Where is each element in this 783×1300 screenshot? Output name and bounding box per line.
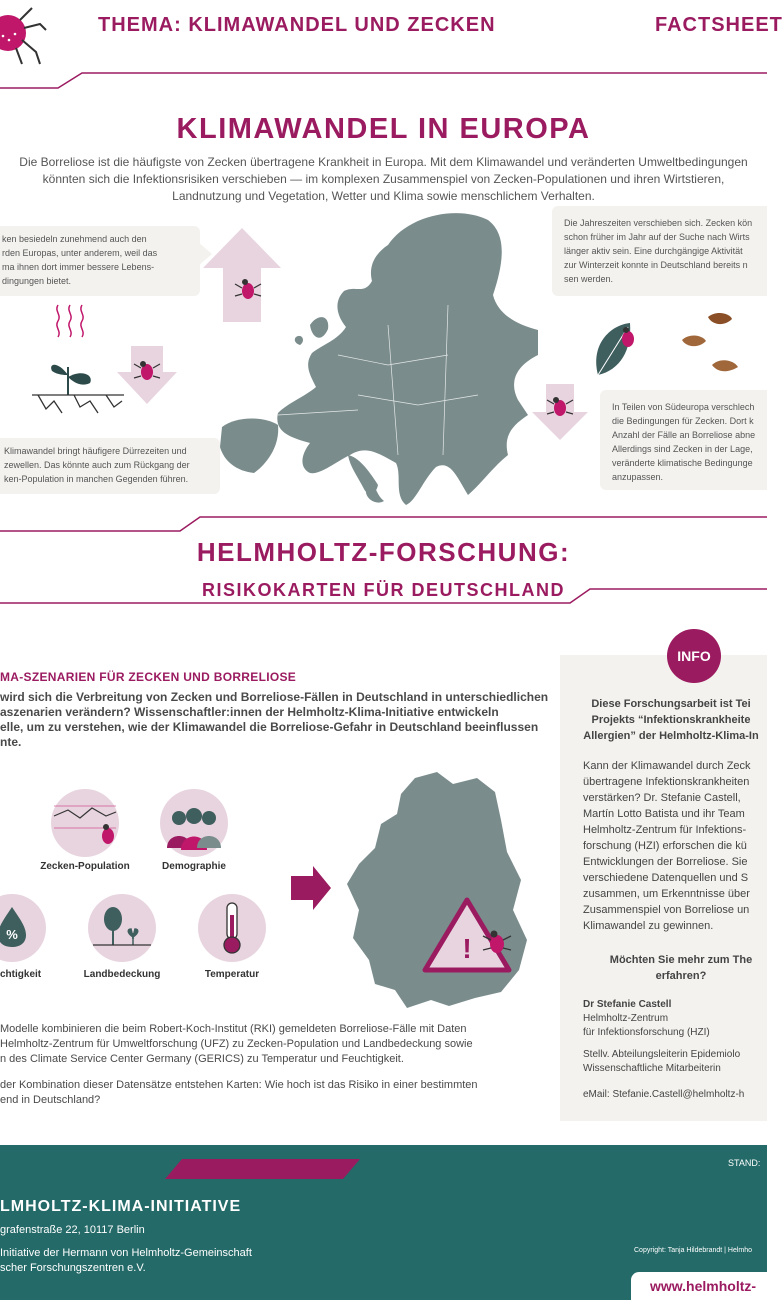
box-line: Allerdings sind Zecken in der Lage, xyxy=(612,444,753,454)
icon-label: chtigkeit xyxy=(0,969,42,980)
factsheet-label: FACTSHEET xyxy=(655,14,783,36)
info-line: zusammen, um Erkenntnisse über xyxy=(583,888,750,900)
info-box-seasons xyxy=(552,206,767,296)
box-line: anzupassen. xyxy=(612,472,664,482)
info-line: Entwicklungen der Borreliose. Sie xyxy=(583,856,748,868)
icon-label: Landbedeckung xyxy=(83,969,161,980)
germany-map xyxy=(345,770,535,1015)
box-line: sen werden. xyxy=(564,274,614,284)
footer-initiative xyxy=(0,1246,252,1276)
info-project-line: Allergien” der Helmholtz-Klima-In xyxy=(583,730,759,742)
arrow-right-icon xyxy=(291,866,331,910)
box-line: ken-Population in manchen Gegenden führen. xyxy=(4,474,189,484)
arrow-down-icon xyxy=(532,384,588,442)
box-line: rden Europas, unter anderem, weil das xyxy=(2,248,158,258)
box-line: schon früher im Jahr auf der Suche nach Wirts xyxy=(564,232,750,242)
footer-org: LMHOLTZ-KLIMA-INITIATIVE xyxy=(0,1198,242,1215)
contact-org-line: Helmholtz-Zentrum xyxy=(583,1013,669,1024)
box-line: dingungen bietet. xyxy=(2,276,72,286)
scenario-line: aszenarien verändern? Wissenschaftler:innen der Helmholtz-Klima-Initiative entwickeln xyxy=(0,705,499,719)
box-line: In Teilen von Südeuropa verschlech xyxy=(612,402,755,412)
info-line: Kann der Klimawandel durch Zeck xyxy=(583,760,751,772)
models-line: n des Climate Service Center Germany (GERICS) zu Temperatur und Feuchtigkeit. xyxy=(0,1053,404,1065)
contact-name: Dr Stefanie Castell xyxy=(583,999,672,1010)
info-box-south xyxy=(600,390,767,490)
intro-line: könnten sich die Infektionsrisiken verschieben — im komplexen Zusammenspiel von Zecken-Populationen und ihren Wirtstieren, xyxy=(42,172,725,186)
footer-copyright: Copyright: Tanja Hildebrandt | Helmho xyxy=(634,1247,753,1254)
result-line: end in Deutschland? xyxy=(0,1094,101,1106)
info-project xyxy=(575,696,767,744)
box-line: ken besiedeln zunehmend auch den xyxy=(2,234,147,244)
section-heading-europe: KLIMAWANDEL IN EUROPA xyxy=(176,113,591,145)
icon-label: Temperatur xyxy=(204,969,260,980)
contact-org-line: für Infektionsforschung (HZI) xyxy=(583,1027,710,1038)
footer-url[interactable]: www.helmholtz- xyxy=(650,1278,757,1294)
info-line: Klimawandel zu gewinnen. xyxy=(583,920,714,932)
box-line: Klimawandel bringt häufigere Dürrezeiten und xyxy=(4,446,187,456)
intro-text xyxy=(0,154,767,205)
drought-icon xyxy=(28,305,128,420)
humidity-icon xyxy=(0,893,48,963)
demography-icon xyxy=(159,788,229,858)
box-line: zur Winterzeit konnte in Deutschland bereits n xyxy=(564,260,748,270)
box-line: zewellen. Das könnte auch zum Rückgang der xyxy=(4,460,190,470)
header-divider xyxy=(0,55,767,95)
info-box-north xyxy=(0,226,200,296)
box-line: ma ihnen dort immer bessere Lebens- xyxy=(2,262,155,272)
models-text xyxy=(0,1022,473,1067)
stand-label: STAND: xyxy=(728,1158,761,1168)
intro-line: Landnutzung und Vegetation, Wetter und Klima sowie menschlichem Verhalten. xyxy=(172,189,595,203)
contact-role-line: Wissenschaftliche Mitarbeiterin xyxy=(583,1063,721,1074)
info-body xyxy=(583,758,751,934)
info-question xyxy=(595,952,767,984)
info-box-drought xyxy=(0,438,220,494)
section-heading-helmholtz: HELMHOLTZ-FORSCHUNG: xyxy=(196,537,571,567)
info-line: forschung (HZI) erforschen die kü xyxy=(583,840,747,852)
landcover-icon xyxy=(87,893,157,963)
footer-initiative-line: Initiative der Hermann von Helmholtz-Gemeinschaft xyxy=(0,1247,252,1259)
scenario-line: elle, um zu verstehen, wie der Klimawandel die Borreliose-Gefahr in Deutschland beeinflussen xyxy=(0,720,539,734)
box-line: länger aktiv sein. Eine durchgängige Aktivität xyxy=(564,246,743,256)
info-line: verschiedene Datenquellen und S xyxy=(583,872,749,884)
models-line: Modelle kombinieren die beim Robert-Koch-Institut (RKI) gemeldeten Borreliose-Fälle mit Daten xyxy=(0,1023,467,1035)
scenario-title: MA-SZENARIEN FÜR ZECKEN UND BORRELIOSE xyxy=(0,670,297,684)
footer-address: grafenstraße 22, 10117 Berlin xyxy=(0,1224,145,1236)
arrow-down-icon xyxy=(117,346,177,406)
scenario-text xyxy=(0,690,548,750)
box-line: veränderte klimatische Bedingunge xyxy=(612,458,753,468)
contact-role-line: Stellv. Abteilungsleiterin Epidemiolo xyxy=(583,1049,741,1060)
europe-map xyxy=(218,205,548,510)
result-line: der Kombination dieser Datensätze entstehen Karten: Wie hoch ist das Risiko in einer bestimmten xyxy=(0,1079,478,1091)
info-line: Helmholtz-Zentrum für Infektions- xyxy=(583,824,747,836)
info-line: Zusammenspiel von Borreliose un xyxy=(583,904,750,916)
box-line: Anzahl der Fälle an Borreliose abne xyxy=(612,430,756,440)
section-subheading: RISIKOKARTEN FÜR DEUTSCHLAND xyxy=(202,580,565,600)
info-project-line: Projekts “Infektionskrankheite xyxy=(591,714,751,726)
tick-population-icon xyxy=(50,788,120,858)
info-question-line: Möchten Sie mehr zum The xyxy=(609,954,753,966)
scenario-line: nte. xyxy=(0,735,22,749)
footer-initiative-line: scher Forschungszentren e.V. xyxy=(0,1262,146,1274)
contact-email[interactable]: eMail: Stefanie.Castell@helmholtz-h xyxy=(583,1089,745,1100)
warning-symbol: ! xyxy=(462,933,472,964)
info-project-line: Diese Forschungsarbeit ist Tei xyxy=(591,698,751,710)
icon-label: Zecken-Population xyxy=(40,861,130,872)
info-line: übertragene Infektionskrankheiten xyxy=(583,776,750,788)
footer-stripe xyxy=(0,1145,767,1185)
result-text xyxy=(0,1078,478,1108)
humidity-symbol: % xyxy=(6,927,18,942)
intro-line: Die Borreliose ist die häufigste von Zecken übertragene Krankheit in Europa. Mit dem Klimawandel und veränderten Umweltbedingungen xyxy=(19,155,748,169)
info-question-line: erfahren? xyxy=(655,970,707,982)
box-line: die Bedingungen für Zecken. Dort k xyxy=(612,416,754,426)
info-line: verstärken? Dr. Stefanie Castell, xyxy=(583,792,741,804)
icon-label: Demographie xyxy=(162,861,226,872)
thermometer-icon xyxy=(197,893,267,963)
leaves-icon xyxy=(590,305,760,385)
models-line: Helmholtz-Zentrum für Umweltforschung (UFZ) zu Zecken-Population und Landbedeckung sowie xyxy=(0,1038,473,1050)
contact-org xyxy=(583,1012,710,1040)
info-line: Martín Lotto Batista und ihr Team xyxy=(583,808,745,820)
contact-role xyxy=(583,1048,740,1076)
info-badge: INFO xyxy=(667,629,721,683)
scenario-line: wird sich die Verbreitung von Zecken und Borreliose-Fällen in Deutschland in unterschiedlichen xyxy=(0,690,549,704)
box-line: Die Jahreszeiten verschieben sich. Zecken kön xyxy=(564,218,753,228)
header-title: THEMA: KLIMAWANDEL UND ZECKEN xyxy=(98,14,496,36)
